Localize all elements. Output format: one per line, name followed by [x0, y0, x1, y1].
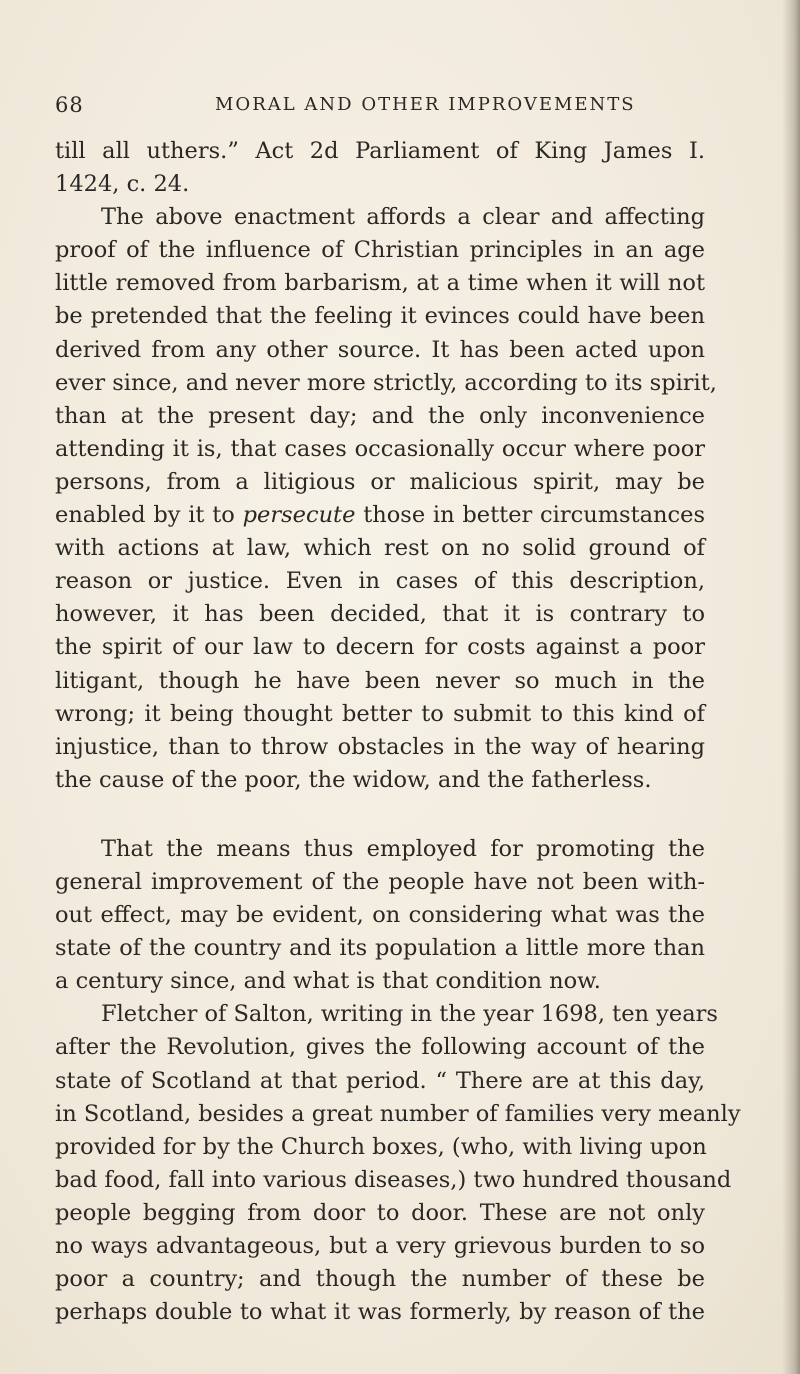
text-line: Fletcher of Salton, writing in the year 1698, ten years: [101, 1001, 718, 1028]
text-line: people begging from door to door. These are not only: [55, 1199, 705, 1226]
text-line: little removed from barbarism, at a time when it will not: [55, 270, 705, 297]
text-line: however, it has been decided, that it is contrary to: [55, 601, 705, 628]
text-line: with actions at law, which rest on no solid ground of: [55, 535, 705, 562]
page-header: [55, 93, 755, 119]
text-line: a century since, and what is that condition now.: [55, 968, 601, 995]
text-line: That the means thus employed for promoting the: [101, 835, 705, 862]
text-line: attending it is, that cases occasionally occur where poor: [55, 435, 705, 462]
text-line: 1424, c. 24.: [55, 171, 190, 198]
text-line: be pretended that the feeling it evinces could have been: [55, 303, 705, 330]
paragraph-gap: [55, 797, 705, 833]
text-line: proof of the influence of Christian principles in an age: [55, 237, 705, 264]
italic-word: persecute: [242, 502, 356, 529]
text-line: persons, from a litigious or malicious spirit, may be: [55, 468, 705, 495]
text-line: derived from any other source. It has been acted upon: [55, 336, 705, 363]
text-line: injustice, than to throw obstacles in the way of hearing: [55, 733, 705, 760]
text-line: out effect, may be evident, on considering what was the: [55, 902, 705, 929]
page-edge-shadow: [782, 0, 800, 1374]
text-line: state of the country and its population a little more than: [55, 935, 705, 962]
text-line: litigant, though he have been never so much in the: [55, 667, 705, 694]
text-line: general improvement of the people have not been with-: [55, 868, 705, 895]
text-line: wrong; it being thought better to submit to this kind of: [55, 700, 705, 727]
text-line: than at the present day; and the only inconvenience: [55, 402, 705, 429]
text-line: poor a country; and though the number of these be: [55, 1266, 705, 1293]
text-line: The above enactment affords a clear and affecting: [101, 204, 705, 231]
text-line: reason or justice. Even in cases of this description,: [55, 568, 705, 595]
text-line: bad food, fall into various diseases,) two hundred thousand: [55, 1166, 732, 1193]
body-text: [55, 135, 741, 1329]
text-line: state of Scotland at that period. “ There are at this day,: [55, 1067, 705, 1094]
text-line: no ways advantageous, but a very grievous burden to so: [55, 1233, 705, 1259]
running-title: MORAL AND OTHER IMPROVEMENTS: [215, 94, 636, 115]
text-line: ever since, and never more strictly, according to its spirit,: [55, 369, 717, 396]
text-run: those in better circumstances: [355, 502, 705, 529]
text-line: [55, 499, 705, 532]
text-run: enabled by it to: [55, 502, 243, 529]
text-line: in Scotland, besides a great number of families very meanly: [55, 1100, 741, 1127]
text-line: the cause of the poor, the widow, and the fatherless.: [55, 766, 652, 793]
text-line: perhaps double to what it was formerly, by reason of the: [55, 1299, 705, 1326]
text-line: provided for by the Church boxes, (who, with living upon: [55, 1133, 707, 1160]
text-line: after the Revolution, gives the following account of the: [55, 1034, 705, 1061]
text-line: the spirit of our law to decern for costs against a poor: [55, 634, 705, 661]
text-line: till all uthers.” Act 2d Parliament of King James I.: [55, 138, 705, 164]
page-number: 68: [55, 93, 84, 117]
